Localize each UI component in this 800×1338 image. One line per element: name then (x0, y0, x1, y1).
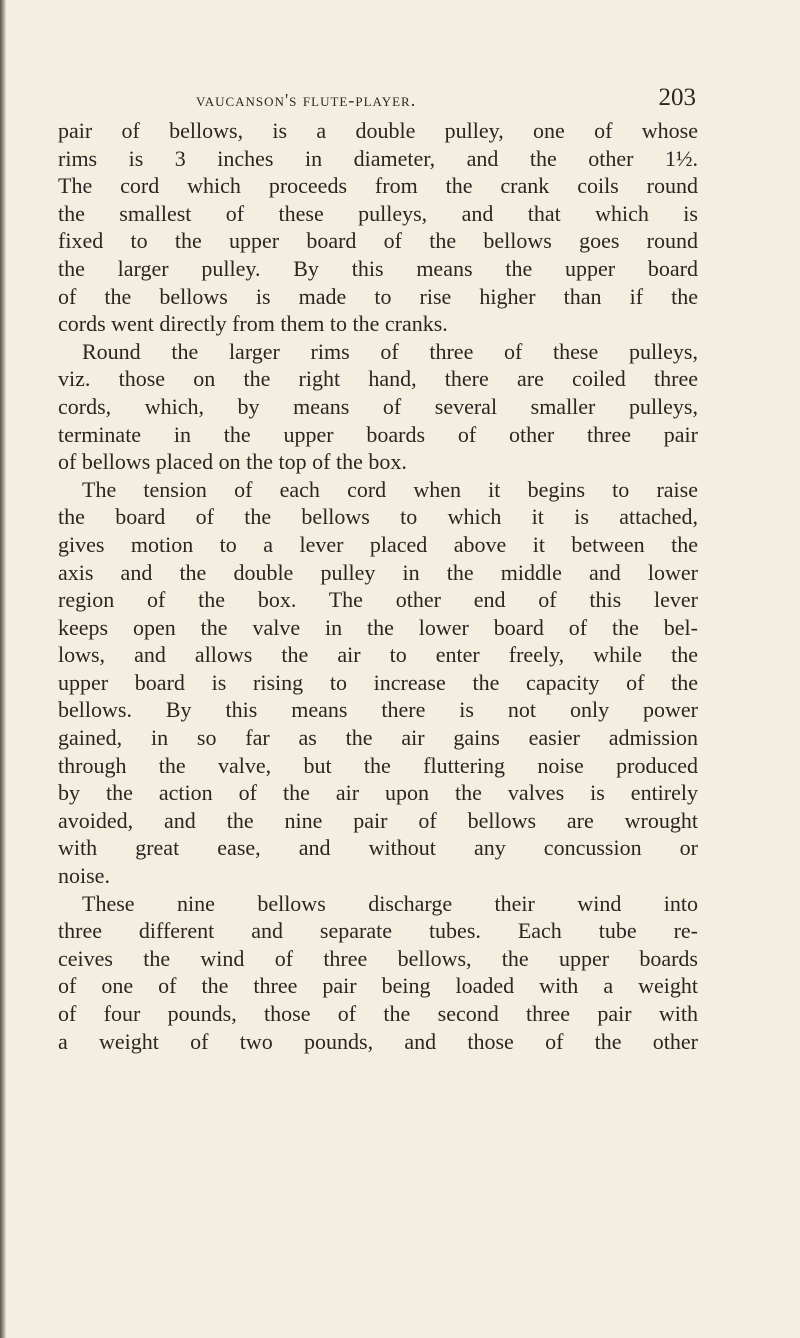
text-line: avoided, and the nine pair of bellows are wrought (58, 807, 698, 833)
text-line: of four pounds, those of the second three pair with (58, 1001, 698, 1026)
text-line: viz. those on the right hand, there are coiled three (58, 366, 698, 392)
text-line: noise. (58, 863, 110, 889)
running-title: vaucanson's flute-player. (196, 90, 417, 110)
text-line: cords went directly from them to the cranks. (58, 311, 448, 337)
text-line: with great ease, and without any concussion or (58, 835, 698, 861)
text-line: gives motion to a lever placed above it between the (58, 531, 698, 557)
text-line: ceives the wind of three bellows, the upper boards (58, 945, 698, 971)
text-line: three different and separate tubes. Each tube re- (58, 918, 698, 944)
text-line: gained, in so far as the air gains easier admission (58, 725, 698, 751)
text-line: The cord which proceeds from the crank coils round (58, 173, 698, 199)
text-line: of one of the three pair being loaded with a weight (58, 973, 698, 999)
text-line: keeps open the valve in the lower board of the bel- (58, 614, 698, 640)
text-line: by the action of the air upon the valves is entirely (58, 780, 698, 806)
text-line: Round the larger rims of three of these pulleys, (82, 338, 698, 364)
text-line: upper board is rising to increase the capacity of the (58, 669, 698, 695)
text-line: These nine bellows discharge their wind into (82, 890, 698, 916)
body-text (58, 117, 698, 1055)
text-line: of bellows placed on the top of the box. (58, 449, 407, 475)
text-line: bellows. By this means there is not only power (58, 697, 698, 723)
page-number: 203 (658, 84, 696, 111)
text-line: cords, which, by means of several smaller pulleys, (58, 393, 698, 419)
text-line: rims is 3 inches in diameter, and the other 1½. (58, 145, 698, 171)
text-line: lows, and allows the air to enter freely, while the (58, 642, 698, 668)
text-line: the smallest of these pulleys, and that which is (58, 200, 698, 226)
text-line: through the valve, but the fluttering noise produced (58, 752, 698, 778)
text-line: of the bellows is made to rise higher than if the (58, 283, 698, 309)
text-line: the larger pulley. By this means the upper board (58, 255, 698, 281)
text-line: axis and the double pulley in the middle and lower (58, 559, 698, 585)
text-line: terminate in the upper boards of other three pair (58, 421, 698, 447)
text-line: pair of bellows, is a double pulley, one of whose (58, 118, 698, 143)
page-binding-edge (0, 0, 6, 1338)
text-line: The tension of each cord when it begins to raise (82, 476, 698, 502)
text-line: the board of the bellows to which it is attached, (58, 504, 698, 530)
text-line: a weight of two pounds, and those of the other (58, 1028, 698, 1054)
text-line: fixed to the upper board of the bellows goes round (58, 228, 698, 254)
text-line: region of the box. The other end of this lever (58, 587, 698, 613)
running-head (196, 84, 696, 114)
